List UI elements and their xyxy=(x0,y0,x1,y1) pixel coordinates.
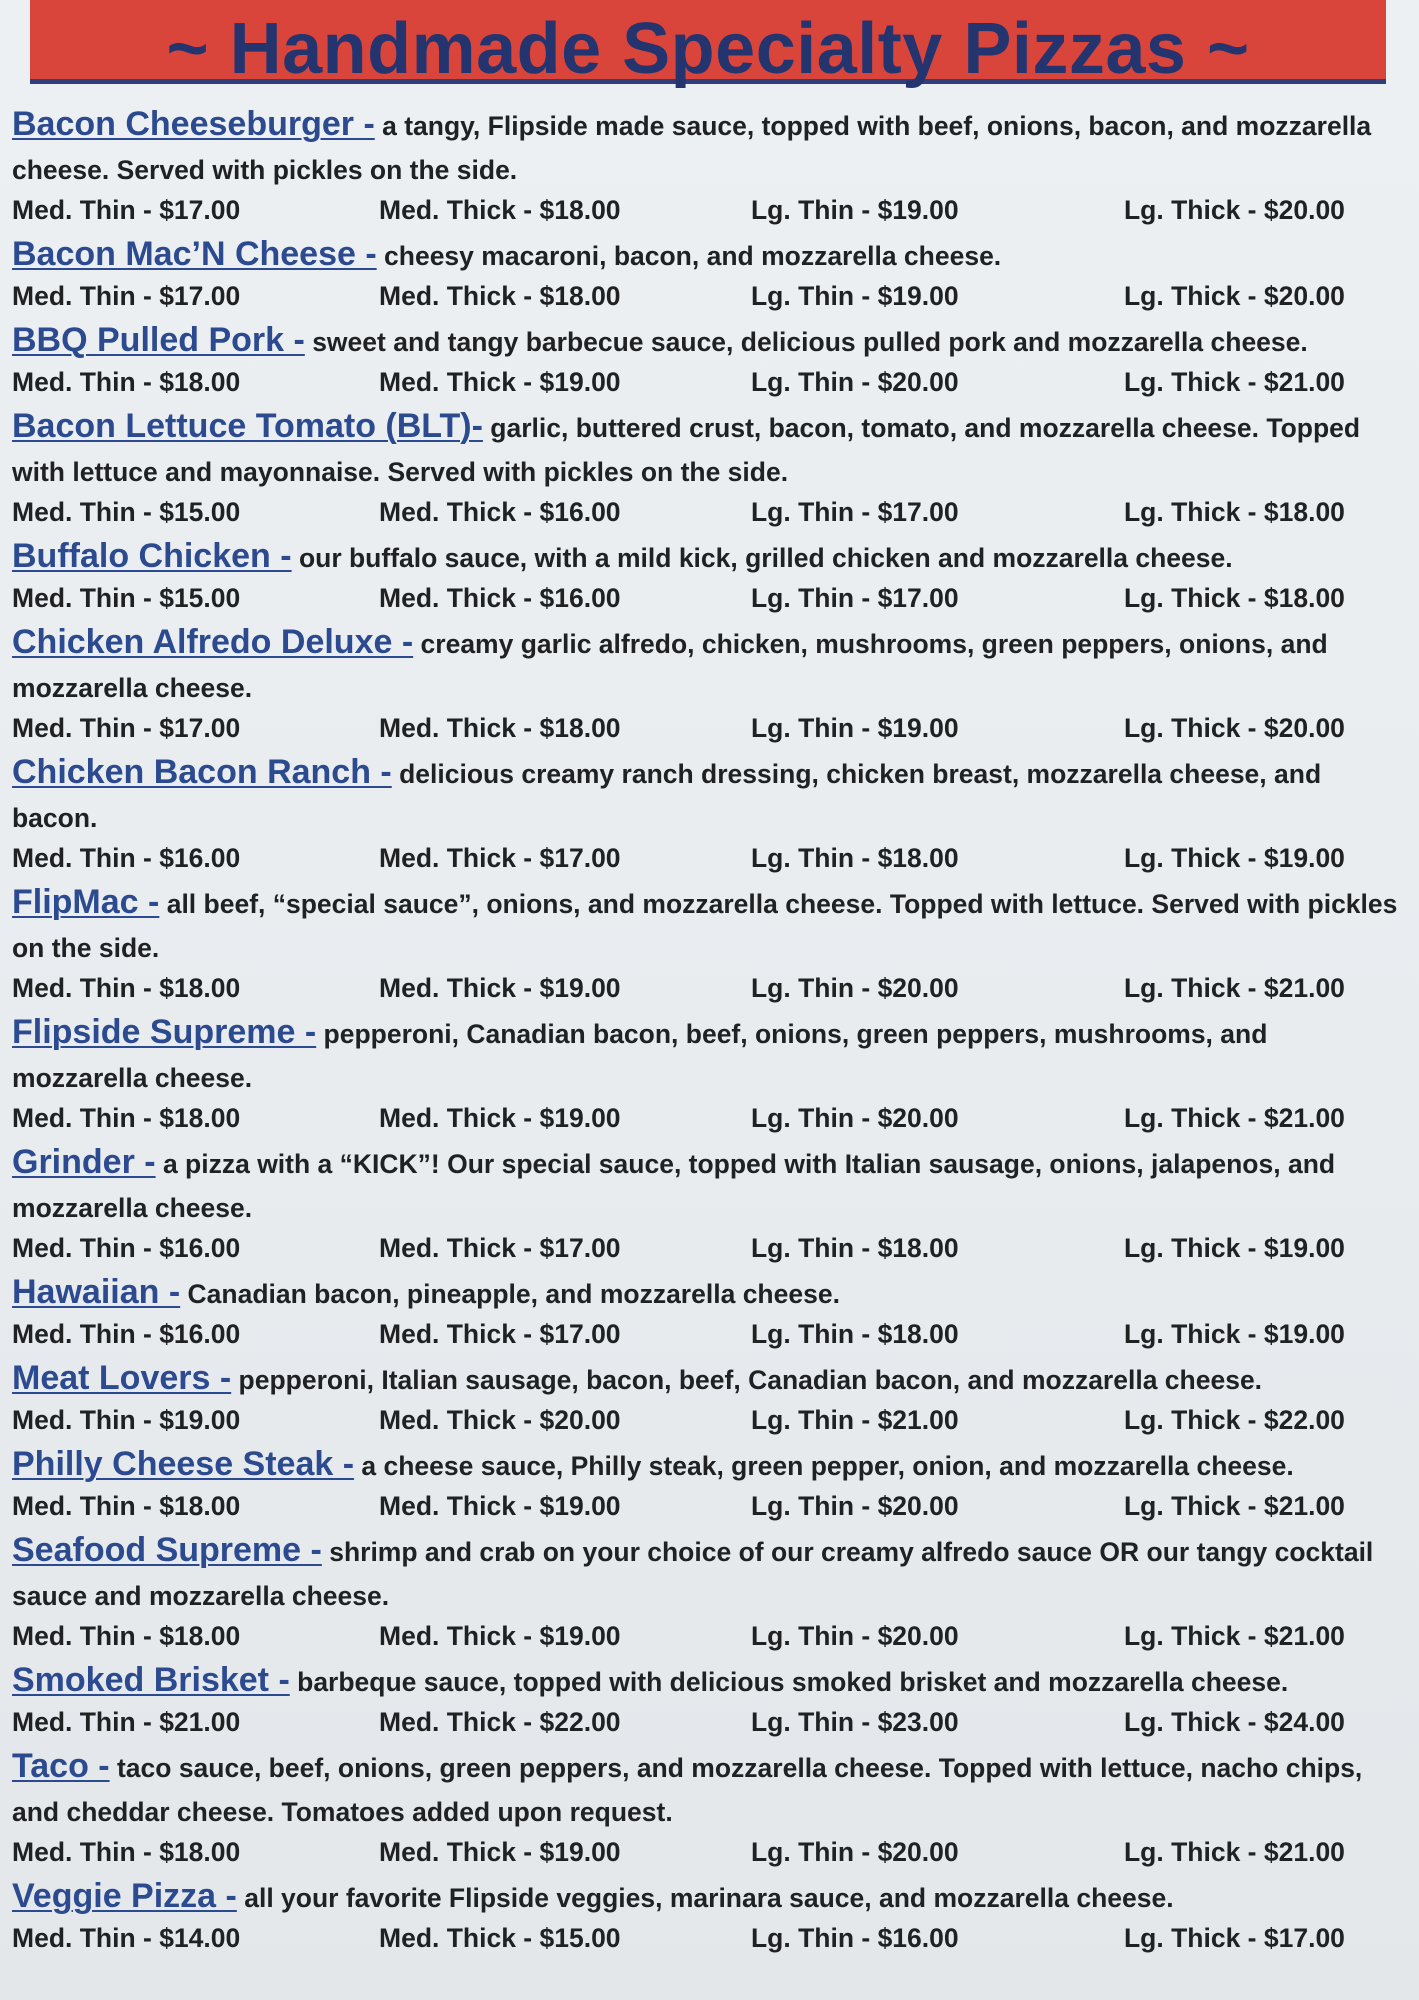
price-row xyxy=(12,966,1407,1010)
price-row xyxy=(12,490,1407,534)
price-lg-thin: Lg. Thin - $18.00 xyxy=(751,1319,959,1349)
price-row xyxy=(12,1096,1407,1140)
menu-item-meat-lovers xyxy=(12,1356,1407,1442)
price-lg-thin: Lg. Thin - $18.00 xyxy=(751,843,959,873)
price-med-thin: Med. Thin - $18.00 xyxy=(12,1491,241,1521)
item-name: BBQ Pulled Pork - xyxy=(12,321,305,359)
price-row xyxy=(12,1398,1407,1442)
price-med-thick: Med. Thick - $18.00 xyxy=(379,713,621,743)
price-row xyxy=(12,836,1407,880)
price-lg-thin: Lg. Thin - $17.00 xyxy=(751,583,959,613)
item-description-block xyxy=(12,750,1407,840)
item-description: a pizza with a “KICK”! Our special sauce, topped with Italian sausage, onions, jalapenos, and mozzarella cheese. xyxy=(12,1149,1336,1223)
price-lg-thin: Lg. Thin - $23.00 xyxy=(751,1707,959,1737)
pizza-menu-list xyxy=(12,102,1407,1960)
price-lg-thick: Lg. Thick - $21.00 xyxy=(1124,1837,1345,1867)
item-description: cheesy macaroni, bacon, and mozzarella cheese. xyxy=(376,241,1002,271)
price-med-thick: Med. Thick - $19.00 xyxy=(379,1103,621,1133)
price-med-thick: Med. Thick - $17.00 xyxy=(379,1319,621,1349)
menu-item-seafood-supreme xyxy=(12,1528,1407,1658)
price-lg-thin: Lg. Thin - $18.00 xyxy=(751,1233,959,1263)
price-row xyxy=(12,1226,1407,1270)
item-description-block xyxy=(12,620,1407,710)
price-row xyxy=(12,274,1407,318)
item-description-block xyxy=(12,1658,1407,1704)
item-description: a tangy, Flipside made sauce, topped with beef, onions, bacon, and mozzarella cheese. Served with pickles on the side. xyxy=(12,111,1372,185)
price-lg-thin: Lg. Thin - $17.00 xyxy=(751,497,959,527)
menu-item-blt xyxy=(12,404,1407,534)
item-description: creamy garlic alfredo, chicken, mushrooms, green peppers, onions, and mozzarella cheese. xyxy=(12,629,1328,703)
price-row xyxy=(12,706,1407,750)
price-lg-thick: Lg. Thick - $18.00 xyxy=(1124,583,1345,613)
menu-item-chicken-bacon-ranch xyxy=(12,750,1407,880)
item-description: pepperoni, Canadian bacon, beef, onions, green peppers, mushrooms, and mozzarella cheese. xyxy=(12,1019,1268,1093)
price-med-thick: Med. Thick - $18.00 xyxy=(379,195,621,225)
item-name: Hawaiian - xyxy=(12,1273,181,1311)
price-lg-thick: Lg. Thick - $19.00 xyxy=(1124,1233,1345,1263)
item-description: taco sauce, beef, onions, green peppers, and mozzarella cheese. Topped with lettuce, nacho chips, and cheddar cheese. Tomatoes added upon request. xyxy=(12,1753,1363,1827)
price-lg-thick: Lg. Thick - $20.00 xyxy=(1124,195,1345,225)
price-med-thin: Med. Thin - $17.00 xyxy=(12,281,241,311)
item-description-block xyxy=(12,318,1407,364)
price-med-thin: Med. Thin - $18.00 xyxy=(12,973,241,1003)
menu-item-bacon-cheeseburger xyxy=(12,102,1407,232)
item-description: all your favorite Flipside veggies, marinara sauce, and mozzarella cheese. xyxy=(236,1883,1174,1913)
price-med-thin: Med. Thin - $18.00 xyxy=(12,1837,241,1867)
item-description-block xyxy=(12,1010,1407,1100)
menu-item-chicken-alfredo-deluxe xyxy=(12,620,1407,750)
item-description: a cheese sauce, Philly steak, green pepper, onion, and mozzarella cheese. xyxy=(354,1451,1294,1481)
price-med-thin: Med. Thin - $16.00 xyxy=(12,843,241,873)
item-name: Taco - xyxy=(12,1747,110,1785)
price-med-thick: Med. Thick - $19.00 xyxy=(379,1621,621,1651)
price-row xyxy=(12,360,1407,404)
item-name: Philly Cheese Steak - xyxy=(12,1445,355,1483)
price-med-thin: Med. Thin - $19.00 xyxy=(12,1405,241,1435)
price-lg-thick: Lg. Thick - $19.00 xyxy=(1124,1319,1345,1349)
price-med-thick: Med. Thick - $22.00 xyxy=(379,1707,621,1737)
price-med-thin: Med. Thin - $14.00 xyxy=(12,1923,241,1953)
price-lg-thin: Lg. Thin - $20.00 xyxy=(751,1491,959,1521)
menu-item-flipmac xyxy=(12,880,1407,1010)
item-description-block xyxy=(12,1874,1407,1920)
price-row xyxy=(12,188,1407,232)
price-med-thick: Med. Thick - $18.00 xyxy=(379,281,621,311)
item-description: all beef, “special sauce”, onions, and mozzarella cheese. Topped with lettuce. Served with pickles on the side. xyxy=(12,889,1398,963)
price-lg-thick: Lg. Thick - $20.00 xyxy=(1124,713,1345,743)
item-name: Veggie Pizza - xyxy=(12,1877,237,1915)
price-lg-thick: Lg. Thick - $24.00 xyxy=(1124,1707,1345,1737)
price-med-thin: Med. Thin - $18.00 xyxy=(12,367,241,397)
title-banner xyxy=(30,0,1386,89)
price-med-thin: Med. Thin - $18.00 xyxy=(12,1621,241,1651)
item-description: delicious creamy ranch dressing, chicken breast, mozzarella cheese, and bacon. xyxy=(12,759,1322,833)
price-lg-thick: Lg. Thick - $21.00 xyxy=(1124,1103,1345,1133)
item-name: Flipside Supreme - xyxy=(12,1013,317,1051)
item-name: Bacon Mac’N Cheese - xyxy=(12,235,377,273)
price-med-thick: Med. Thick - $19.00 xyxy=(379,367,621,397)
price-row xyxy=(12,1830,1407,1874)
price-lg-thick: Lg. Thick - $20.00 xyxy=(1124,281,1345,311)
price-med-thick: Med. Thick - $16.00 xyxy=(379,583,621,613)
price-lg-thick: Lg. Thick - $22.00 xyxy=(1124,1405,1345,1435)
price-lg-thin: Lg. Thin - $16.00 xyxy=(751,1923,959,1953)
item-description: shrimp and crab on your choice of our creamy alfredo sauce OR our tangy cocktail sauce and mozzarella cheese. xyxy=(12,1537,1374,1611)
item-description: pepperoni, Italian sausage, bacon, beef, Canadian bacon, and mozzarella cheese. xyxy=(231,1365,1263,1395)
price-row xyxy=(12,1700,1407,1744)
menu-item-grinder xyxy=(12,1140,1407,1270)
price-med-thick: Med. Thick - $16.00 xyxy=(379,497,621,527)
item-description: sweet and tangy barbecue sauce, delicious pulled pork and mozzarella cheese. xyxy=(304,327,1308,357)
price-lg-thin: Lg. Thin - $20.00 xyxy=(751,973,959,1003)
price-med-thin: Med. Thin - $15.00 xyxy=(12,583,241,613)
price-lg-thin: Lg. Thin - $20.00 xyxy=(751,1837,959,1867)
price-med-thick: Med. Thick - $15.00 xyxy=(379,1923,621,1953)
item-name: Bacon Cheeseburger - xyxy=(12,105,375,143)
price-med-thick: Med. Thick - $20.00 xyxy=(379,1405,621,1435)
price-row xyxy=(12,1484,1407,1528)
price-med-thin: Med. Thin - $18.00 xyxy=(12,1103,241,1133)
menu-item-buffalo-chicken xyxy=(12,534,1407,620)
price-med-thin: Med. Thin - $16.00 xyxy=(12,1233,241,1263)
item-description-block xyxy=(12,1270,1407,1316)
menu-item-bacon-mac-n-cheese xyxy=(12,232,1407,318)
item-name: Chicken Bacon Ranch - xyxy=(12,753,392,791)
item-description-block xyxy=(12,880,1407,970)
item-name: Buffalo Chicken - xyxy=(12,537,292,575)
price-lg-thick: Lg. Thick - $21.00 xyxy=(1124,367,1345,397)
price-lg-thin: Lg. Thin - $20.00 xyxy=(751,367,959,397)
price-lg-thin: Lg. Thin - $19.00 xyxy=(751,195,959,225)
item-name: FlipMac - xyxy=(12,883,160,921)
price-med-thin: Med. Thin - $16.00 xyxy=(12,1319,241,1349)
menu-item-philly-cheese-steak xyxy=(12,1442,1407,1528)
item-description-block xyxy=(12,534,1407,580)
item-description: garlic, buttered crust, bacon, tomato, and mozzarella cheese. Topped with lettuce and mayonnaise. Served with pickles on the side. xyxy=(12,413,1361,487)
price-med-thick: Med. Thick - $17.00 xyxy=(379,843,621,873)
menu-item-flipside-supreme xyxy=(12,1010,1407,1140)
menu-item-veggie-pizza xyxy=(12,1874,1407,1960)
price-lg-thick: Lg. Thick - $21.00 xyxy=(1124,1621,1345,1651)
menu-item-hawaiian xyxy=(12,1270,1407,1356)
item-description-block xyxy=(12,102,1407,192)
price-lg-thick: Lg. Thick - $21.00 xyxy=(1124,973,1345,1003)
price-med-thick: Med. Thick - $17.00 xyxy=(379,1233,621,1263)
price-lg-thick: Lg. Thick - $19.00 xyxy=(1124,843,1345,873)
price-lg-thick: Lg. Thick - $17.00 xyxy=(1124,1923,1345,1953)
item-name: Meat Lovers - xyxy=(12,1359,232,1397)
page-title: ~ Handmade Specialty Pizzas ~ xyxy=(166,9,1250,89)
price-med-thin: Med. Thin - $17.00 xyxy=(12,713,241,743)
item-name: Smoked Brisket - xyxy=(12,1661,290,1699)
item-name: Seafood Supreme - xyxy=(12,1531,322,1569)
item-description-block xyxy=(12,232,1407,278)
menu-item-taco xyxy=(12,1744,1407,1874)
item-description-block xyxy=(12,404,1407,494)
price-lg-thin: Lg. Thin - $19.00 xyxy=(751,713,959,743)
price-lg-thick: Lg. Thick - $18.00 xyxy=(1124,497,1345,527)
price-med-thick: Med. Thick - $19.00 xyxy=(379,973,621,1003)
item-description-block xyxy=(12,1140,1407,1230)
menu-item-smoked-brisket xyxy=(12,1658,1407,1744)
price-row xyxy=(12,1312,1407,1356)
price-row xyxy=(12,1916,1407,1960)
item-name: Chicken Alfredo Deluxe - xyxy=(12,623,414,661)
item-description-block xyxy=(12,1442,1407,1488)
price-row xyxy=(12,576,1407,620)
item-description-block xyxy=(12,1744,1407,1834)
item-name: Bacon Lettuce Tomato (BLT)- xyxy=(12,407,483,445)
price-med-thin: Med. Thin - $21.00 xyxy=(12,1707,241,1737)
item-name: Grinder - xyxy=(12,1143,156,1181)
price-med-thick: Med. Thick - $19.00 xyxy=(379,1491,621,1521)
price-lg-thin: Lg. Thin - $20.00 xyxy=(751,1621,959,1651)
price-lg-thin: Lg. Thin - $21.00 xyxy=(751,1405,959,1435)
price-lg-thin: Lg. Thin - $19.00 xyxy=(751,281,959,311)
price-med-thin: Med. Thin - $17.00 xyxy=(12,195,241,225)
item-description: Canadian bacon, pineapple, and mozzarella cheese. xyxy=(180,1279,840,1309)
item-description: our buffalo sauce, with a mild kick, grilled chicken and mozzarella cheese. xyxy=(291,543,1233,573)
price-med-thick: Med. Thick - $19.00 xyxy=(379,1837,621,1867)
price-med-thin: Med. Thin - $15.00 xyxy=(12,497,241,527)
item-description-block xyxy=(12,1356,1407,1402)
price-row xyxy=(12,1614,1407,1658)
item-description-block xyxy=(12,1528,1407,1618)
price-lg-thick: Lg. Thick - $21.00 xyxy=(1124,1491,1345,1521)
menu-item-bbq-pulled-pork xyxy=(12,318,1407,404)
item-description: barbeque sauce, topped with delicious smoked brisket and mozzarella cheese. xyxy=(289,1667,1289,1697)
price-lg-thin: Lg. Thin - $20.00 xyxy=(751,1103,959,1133)
